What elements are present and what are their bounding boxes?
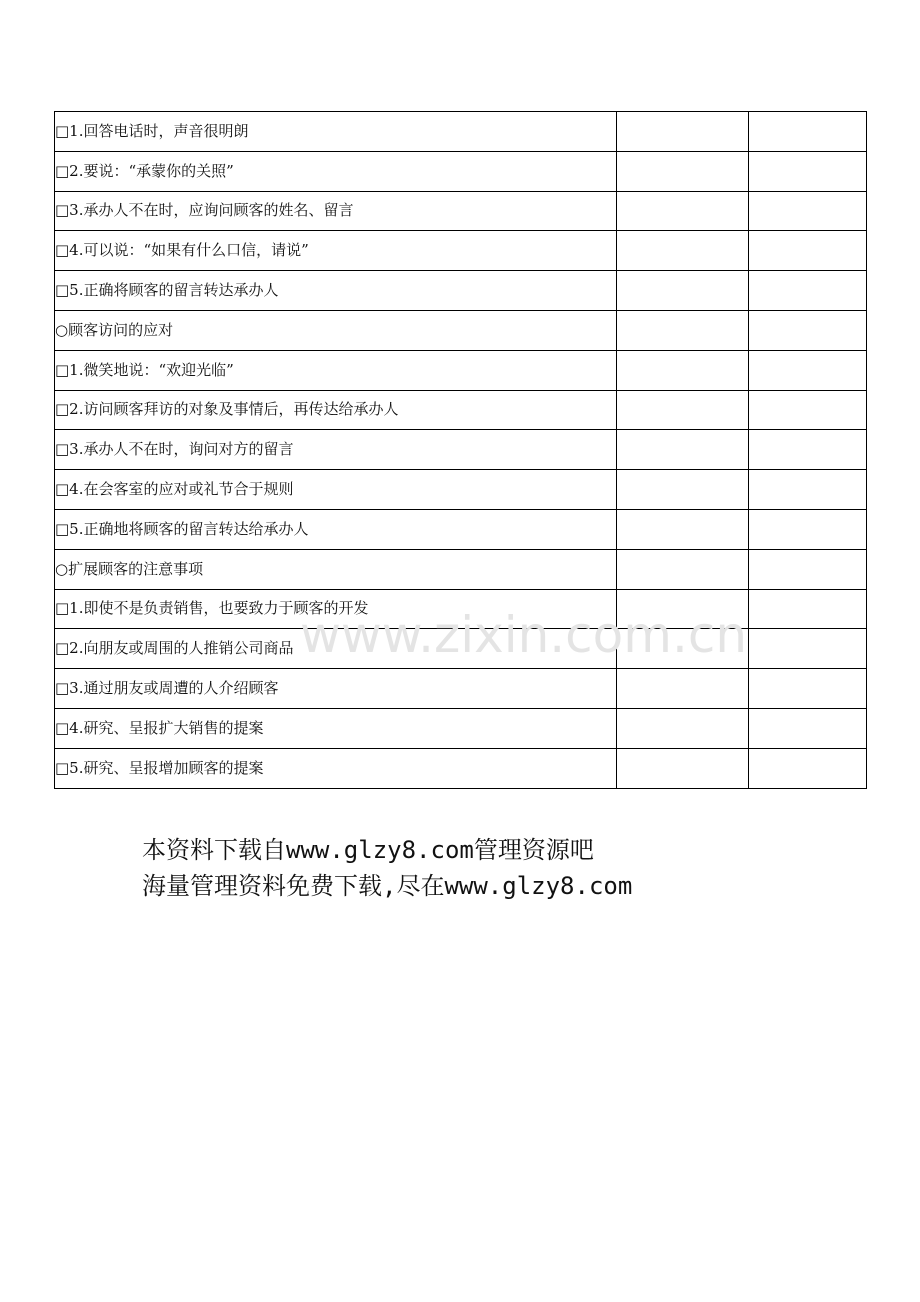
score-cell bbox=[617, 271, 749, 311]
table-row bbox=[55, 350, 867, 390]
note-cell bbox=[749, 589, 867, 629]
score-cell bbox=[617, 350, 749, 390]
note-cell bbox=[749, 470, 867, 510]
footer-line-1: 本资料下载自www.glzy8.com管理资源吧 bbox=[142, 836, 594, 864]
score-cell bbox=[617, 509, 749, 549]
score-cell bbox=[617, 549, 749, 589]
note-cell bbox=[749, 310, 867, 350]
table-row bbox=[55, 589, 867, 629]
note-cell bbox=[749, 112, 867, 152]
score-cell bbox=[617, 112, 749, 152]
table-row bbox=[55, 231, 867, 271]
note-cell bbox=[749, 390, 867, 430]
table-row bbox=[55, 470, 867, 510]
score-cell bbox=[617, 669, 749, 709]
table-row bbox=[55, 549, 867, 589]
note-cell bbox=[749, 151, 867, 191]
section-heading: ○扩展顾客的注意事项 bbox=[55, 549, 617, 589]
note-cell bbox=[749, 708, 867, 748]
table-row bbox=[55, 748, 867, 788]
table-row bbox=[55, 191, 867, 231]
score-cell bbox=[617, 430, 749, 470]
footer-line-2: 海量管理资料免费下载,尽在www.glzy8.com bbox=[142, 872, 633, 900]
score-cell bbox=[617, 191, 749, 231]
item-text: □5.正确地将顾客的留言转达给承办人 bbox=[55, 509, 617, 549]
item-text: □5.研究、呈报增加顾客的提案 bbox=[55, 748, 617, 788]
score-cell bbox=[617, 470, 749, 510]
item-text: □4.在会客室的应对或礼节合于规则 bbox=[55, 470, 617, 510]
download-footer bbox=[142, 832, 632, 904]
checklist-table bbox=[54, 111, 867, 789]
score-cell bbox=[617, 390, 749, 430]
item-text: □1.回答电话时，声音很明朗 bbox=[55, 112, 617, 152]
score-cell bbox=[617, 589, 749, 629]
item-text: □2.要说：“承蒙你的关照” bbox=[55, 151, 617, 191]
score-cell bbox=[617, 629, 749, 669]
score-cell bbox=[617, 151, 749, 191]
item-text: □4.可以说：“如果有什么口信，请说” bbox=[55, 231, 617, 271]
item-text: □3.承办人不在时，询问对方的留言 bbox=[55, 430, 617, 470]
table-row bbox=[55, 390, 867, 430]
table-row bbox=[55, 271, 867, 311]
table-row bbox=[55, 509, 867, 549]
score-cell bbox=[617, 310, 749, 350]
score-cell bbox=[617, 708, 749, 748]
note-cell bbox=[749, 629, 867, 669]
note-cell bbox=[749, 350, 867, 390]
note-cell bbox=[749, 549, 867, 589]
score-cell bbox=[617, 231, 749, 271]
item-text: □3.通过朋友或周遭的人介绍顾客 bbox=[55, 669, 617, 709]
note-cell bbox=[749, 271, 867, 311]
item-text: □2.访问顾客拜访的对象及事情后，再传达给承办人 bbox=[55, 390, 617, 430]
note-cell bbox=[749, 509, 867, 549]
item-text: □4.研究、呈报扩大销售的提案 bbox=[55, 708, 617, 748]
item-text: □1.即使不是负责销售，也要致力于顾客的开发 bbox=[55, 589, 617, 629]
note-cell bbox=[749, 748, 867, 788]
note-cell bbox=[749, 669, 867, 709]
table-row bbox=[55, 708, 867, 748]
table-row bbox=[55, 430, 867, 470]
table-row bbox=[55, 112, 867, 152]
note-cell bbox=[749, 430, 867, 470]
watermark: www.zixin.com.cn bbox=[300, 606, 748, 664]
score-cell bbox=[617, 748, 749, 788]
note-cell bbox=[749, 191, 867, 231]
item-text: □2.向朋友或周围的人推销公司商品 bbox=[55, 629, 617, 669]
item-text: □3.承办人不在时，应询问顾客的姓名、留言 bbox=[55, 191, 617, 231]
item-text: □5.正确将顾客的留言转达承办人 bbox=[55, 271, 617, 311]
item-text: □1.微笑地说：“欢迎光临” bbox=[55, 350, 617, 390]
table-row bbox=[55, 310, 867, 350]
table-row bbox=[55, 151, 867, 191]
note-cell bbox=[749, 231, 867, 271]
table-row bbox=[55, 629, 867, 669]
section-heading: ○顾客访问的应对 bbox=[55, 310, 617, 350]
table-row bbox=[55, 669, 867, 709]
